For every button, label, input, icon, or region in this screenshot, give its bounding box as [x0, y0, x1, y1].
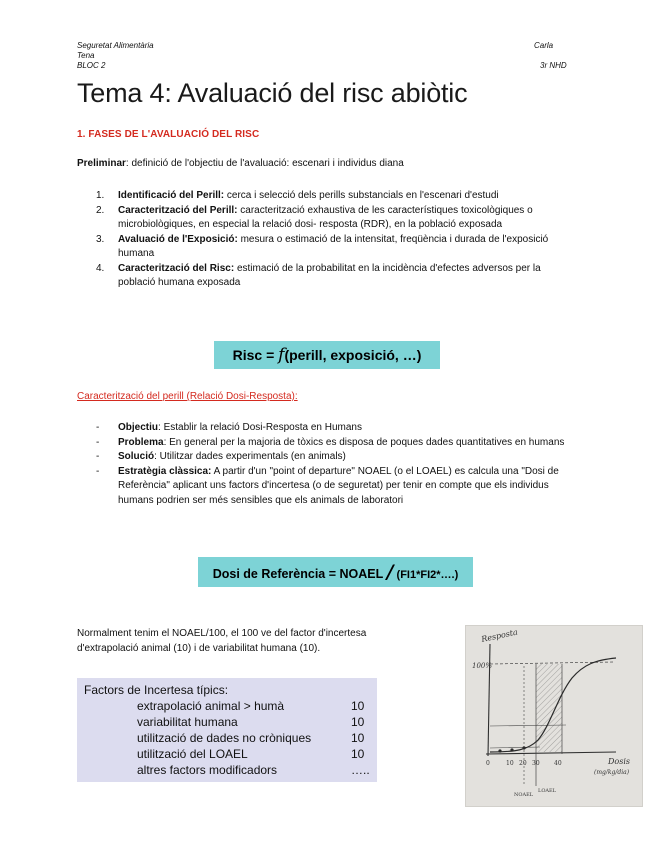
doc-header-left	[77, 41, 154, 71]
sketch-x-tick: 30	[532, 760, 540, 767]
header-teacher: Tena	[77, 51, 95, 60]
dose-response-sketch	[466, 626, 642, 806]
sketch-y-label: Resposta	[480, 627, 519, 644]
table-row: utilització de dades no cròniques 10	[137, 731, 365, 745]
uncertainty-factors-box	[77, 678, 377, 782]
table-row: altres factors modificadors …..	[137, 763, 370, 777]
list-item: 2. Caracterització del Perill: caracterització exhaustiva de les característiques toxicològiques o microbiològiques, en especial la relació dosi- resposta (RDR), en la població exposada	[96, 204, 533, 230]
header-course: 3r NHD	[540, 61, 567, 70]
section-heading: 1. FASES DE L'AVALUACIÓ DEL RISC	[77, 129, 260, 140]
dose-response-list	[96, 421, 571, 508]
list-item: - Objectiu: Establir la relació Dosi-Resposta en Humans	[96, 422, 362, 433]
sketch-noael: NOAEL	[514, 792, 534, 798]
y-axis	[488, 644, 490, 756]
list-item: - Problema: En general per la majoria de tòxics es disposa de poques dades quantitatives en humans	[96, 436, 565, 448]
sketch-x-unit: (mg/kg/dia)	[594, 769, 630, 776]
sketch-loael: LOAEL	[538, 788, 557, 794]
phases-list	[96, 189, 571, 291]
factors-title: Factors de Incertesa típics:	[84, 683, 229, 697]
x-axis	[486, 752, 616, 754]
sketch-x-label: Dosis	[608, 757, 630, 766]
sketch-y-marker: 100%	[472, 662, 493, 670]
sketch-x-tick: 40	[554, 760, 562, 767]
preliminary-label: Preliminar	[77, 158, 126, 169]
list-item: 1. Identificació del Perill: cerca i selecció dels perills substancials en l'escenari d'estudi	[96, 190, 499, 201]
sketch-x-tick: 10	[506, 760, 514, 767]
note-paragraph: Normalment tenim el NOAEL/100, el 100 ve del factor d'incertesa d'extrapolació animal (10) i de variabilitat humana (10).	[77, 628, 367, 654]
list-item: 4. Caracterització del Risc: estimació de la probabilitat en la incidència d'efectes adversos per la població humana exposada	[96, 262, 541, 288]
header-author: Carla	[534, 41, 554, 50]
list-item: - Estratègia clàssica: A partir d'un "point of departure" NOAEL (o el LOAEL) es calcula una "Dosi de Referència" aplicant uns factors d'incertesa (o de seguretat) per tenir en compte que els individus humans podrien ser més sensibles que els animals de laboratori	[96, 465, 559, 506]
page-title: Tema 4: Avaluació del risc abiòtic	[77, 78, 468, 108]
reference-dose-formula: Dosi de Referència = NOAEL / (FI1*FI2*….)	[198, 557, 473, 587]
subsection-heading: Caracterització del perill (Relació Dosi-Resposta):	[77, 391, 298, 402]
dose-response-sketch-photo	[465, 625, 643, 807]
table-row: extrapolació animal > humà 10	[137, 699, 365, 713]
sketch-x-tick: 0	[486, 760, 490, 767]
preliminary-text: : definició de l'objectiu de l'avaluació: escenari i individus diana	[125, 158, 404, 169]
risk-formula: Risc = f(perill, exposició, …)	[214, 341, 440, 369]
list-item: - Solució: Utilitzar dades experimentals (en animals)	[96, 451, 346, 462]
preliminary-line	[77, 157, 597, 172]
list-item: 3. Avaluació de l'Exposició: mesura o estimació de la intensitat, freqüència i durada de l'exposició humana	[96, 233, 549, 259]
header-block: BLOC 2	[77, 61, 106, 70]
sketch-x-tick: 20	[519, 760, 527, 767]
table-row: utilització del LOAEL 10	[137, 747, 365, 761]
header-subject: Seguretat Alimentària	[77, 41, 154, 50]
table-row: variabilitat humana 10	[137, 715, 365, 729]
